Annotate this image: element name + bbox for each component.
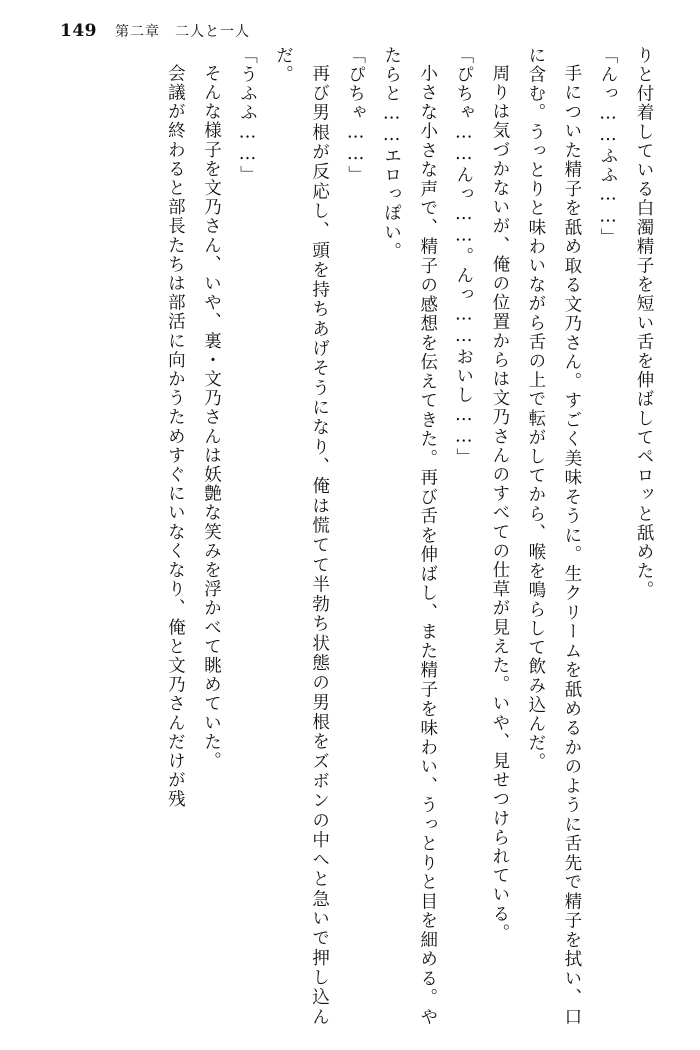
paragraph: 小さな小さな声で、精子の感想を伝えてきた。再び舌を伸ばし、また精子を味わい、うっとりと目を細める。やたらと……エロっぽい。 [381,46,438,1026]
body-text [38,46,662,1026]
page-number: 149 [60,21,97,41]
paragraph: 「ぴちゃ……んっ……。んっ……おいし……」 [453,46,474,468]
paragraph: 「ぴちゃ……」 [345,46,366,185]
paragraph: 周りは気づかないが、俺の位置からは文乃さんのすべての仕草が見えた。いや、見せつけられている。 [489,63,510,943]
paragraph: 「んっ……ふふ……」 [597,46,618,247]
paragraph: 手についた精子を舐め取る文乃さん。すごく美味そうに。生クリームを舐めるかのように舌先で精子を拭い、口に含む。うっとりと味わいながら舌の上で転がしてから、喉を鳴らして飲み込んだ。 [525,46,582,1026]
paragraph: 会議が終わると部長たちは部活に向かうためすぐにいなくなり、俺と文乃さんだけが残 [165,63,186,809]
paragraph: りと付着している白濁精子を短い舌を伸ばしてペロッと舐めた。 [634,46,654,600]
paragraph: そんな様子を文乃さん、いや、裏・文乃さんは妖艶な笑みを浮かべて眺めていた。 [201,63,222,771]
paragraph: 「うふふ……」 [237,46,258,185]
page-header [0,16,700,46]
running-head: 第二章 二人と一人 [115,24,250,40]
paragraph: 再び男根が反応し、頭を持ちあげそうになり、俺は慌てて半勃ち状態の男根をズボンの中へと急いで押し込んだ。 [273,46,330,1026]
